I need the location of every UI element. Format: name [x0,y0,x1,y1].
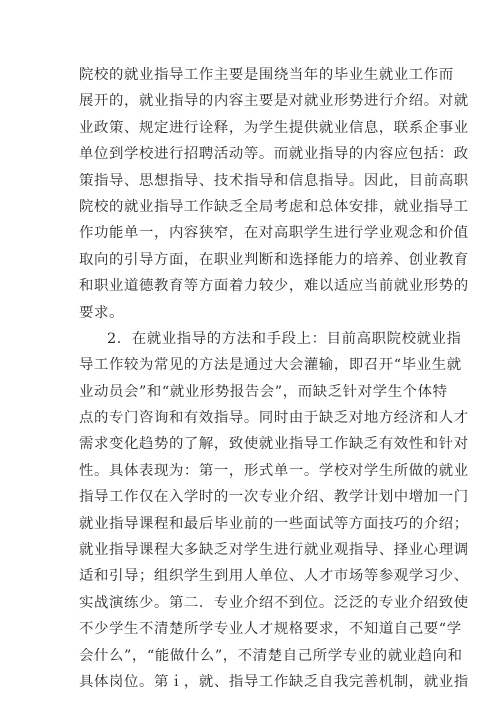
body-text [79,62,469,695]
text-line: 策指导、思想指导、技术指导和信息指导。因此，目前高职 [79,172,469,189]
text-line: 和职业道德教育等方面着力较少，难以适应当前就业形势的 [79,278,469,295]
text-line: 需求变化趋势的了解，致使就业指导工作缺乏有效性和针对 [79,436,469,453]
text-line: 实战演练少。第二．专业介绍不到位。泛泛的专业介绍致使 [79,594,469,611]
text-line: 点的专门咨询和有效指导。同时由于缺乏对地方经济和人才 [79,410,469,427]
text-line: 就业指导课程大多缺乏对学生进行就业观指导、择业心理调 [79,542,469,559]
text-line: 要求。 [79,304,124,321]
text-line: 院校的就业指导工作缺乏全局考虑和总体安排，就业指导工 [79,198,469,215]
text-line: 院校的就业指导工作主要是围绕当年的毕业生就业工作而 [79,67,454,83]
text-line: 业政策、规定进行诠释，为学生提供就业信息，联系企事业 [79,119,469,136]
text-line: 展开的，就业指导的内容主要是对就业形势进行介绍。对就 [79,93,469,110]
text-line: 单位到学校进行招聘活动等。而就业指导的内容应包括：政 [79,146,469,163]
text-line: 就业指导课程和最后毕业前的一些面试等方面技巧的介绍； [79,515,469,532]
text-line: 导工作较为常见的方法是通过大会灌输，即召开“毕业生就 [79,357,462,374]
text-line: 性。具体表现为：第一，形式单一。学校对学生所做的就业 [79,462,469,479]
text-line: 适和引导；组织学生到用人单位、人才市场等参观学习少、 [79,568,469,585]
text-line: 业动员会”和“就业形势报告会”，而缺乏针对学生个体特 [79,383,448,400]
text-line: 具体岗位。第ｉ，就、指导工作缺乏自我完善机制，就业指 [79,673,469,690]
text-line: 指导工作仅在入学时的一次专业介绍、教学计划中增加一门 [79,489,469,506]
text-line: 取向的引导方面，在职业判断和选择能力的培养、创业教育 [79,251,469,268]
text-line: 2．在就业指导的方法和手段上：目前高职院校就业指 [107,330,462,347]
text-line: 不少学生不清楚所学专业人才规格要求，不知道自己要“学 [79,621,462,638]
text-line: 会什么”，“能做什么”，不清楚自己所学专业的就业趋向和 [79,647,463,664]
text-line: 作功能单一，内容狭窄，在对高职学生进行学业观念和价值 [79,225,469,242]
